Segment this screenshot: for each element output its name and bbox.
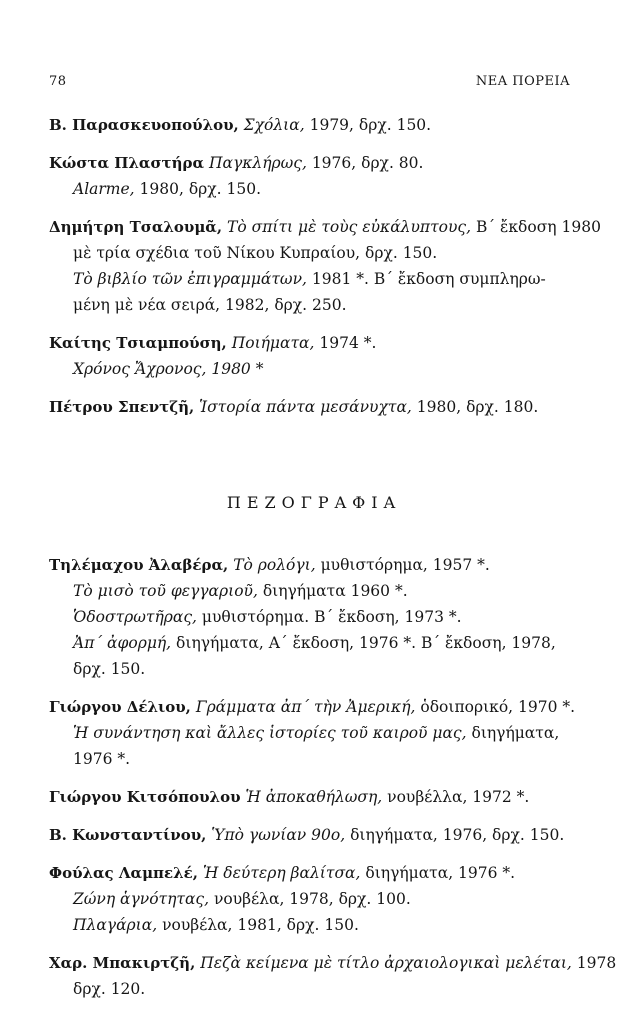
- work-details: Β΄ ἔκδοση 1980: [475, 218, 601, 236]
- entry-line: [49, 552, 579, 578]
- bibliography-entry: [49, 822, 579, 848]
- entry-line: [49, 976, 579, 1002]
- work-details: μυθιστόρημα. Β΄ ἔκδοση, 1973 *.: [201, 608, 462, 626]
- author-name: Γιώργου Δέλιου,: [49, 698, 191, 716]
- work-details: διηγήματα,: [471, 724, 560, 742]
- work-title: Ἀπ΄ ἀφορμή,: [73, 634, 172, 652]
- entry-line: [49, 112, 579, 138]
- author-name: Γιώργου Κιτσόπουλου: [49, 788, 241, 806]
- entry-line: [49, 150, 579, 176]
- author-name: Β. Παρασκευοπούλου,: [49, 116, 239, 134]
- work-details: νουβέλα, 1981, δρχ. 150.: [162, 916, 359, 934]
- entry-line: [49, 356, 579, 382]
- entry-line: [49, 394, 579, 420]
- work-title: Σχόλια,: [243, 116, 305, 134]
- work-title: Πεζὰ κείμενα μὲ τίτλο ἀρχαιολογικαὶ μελέται,: [200, 954, 572, 972]
- author-name: Τηλέμαχου Ἀλαβέρα,: [49, 556, 229, 574]
- work-details: 1980, δρχ. 180.: [416, 398, 539, 416]
- entry-line: [49, 330, 579, 356]
- work-title: Ζώνη ἁγνότητας,: [73, 890, 210, 908]
- work-title: Χρόνος Ἄχρονος, 1980 *: [73, 360, 264, 378]
- entry-line: [49, 694, 579, 720]
- work-details: 1974 *.: [319, 334, 377, 352]
- work-details: μὲ τρία σχέδια τοῦ Νίκου Κυπραίου, δρχ. 150.: [73, 244, 438, 262]
- work-title: Ὁδοστρωτῆρας,: [73, 608, 197, 626]
- bibliography-entry: [49, 394, 579, 420]
- author-name: Χαρ. Μπακιρτζῆ,: [49, 954, 196, 972]
- section-heading: ΠΕΖΟΓΡΑΦΙΑ: [226, 493, 402, 512]
- author-name: Β. Κωνσταντίνου,: [49, 826, 207, 844]
- work-title: Ὑπὸ γωνίαν 90ο,: [211, 826, 346, 844]
- work-title: Ἡ δεύτερη βαλίτσα,: [202, 864, 361, 882]
- entry-line: [49, 176, 579, 202]
- entry-line: [49, 214, 601, 240]
- work-details: μένη μὲ νέα σειρά, 1982, δρχ. 250.: [73, 296, 347, 314]
- bibliography-entry: [49, 950, 617, 1002]
- entry-line: [49, 860, 579, 886]
- entry-line: [49, 886, 579, 912]
- entry-line: [49, 240, 579, 266]
- bibliography-entry: [49, 694, 579, 772]
- work-details: διηγήματα, Α΄ ἔκδοση, 1976 *. Β΄ ἔκδοση, 1978,: [176, 634, 556, 652]
- work-title: Παγκλήρως,: [208, 154, 307, 172]
- bibliography-entry: [49, 784, 579, 810]
- work-details: δρχ. 120.: [73, 980, 146, 998]
- work-details: ὁδοιπορικό, 1970 *.: [420, 698, 576, 716]
- entry-line: [49, 604, 579, 630]
- work-title: Τὸ ρολόγι,: [233, 556, 316, 574]
- bibliography-entry: [49, 150, 579, 202]
- page-header: [49, 74, 570, 94]
- author-name: Κώστα Πλαστήρα: [49, 154, 205, 172]
- work-title: Ποιήματα,: [231, 334, 315, 352]
- bibliography-entry: [49, 552, 579, 682]
- work-details: 1981 *. Β΄ ἔκδοση συμπληρω-: [311, 270, 546, 288]
- work-title: Ἡ συνάντηση καὶ ἄλλες ἱστορίες τοῦ καιροῦ μας,: [73, 724, 467, 742]
- work-title: Ἡ ἀποκαθήλωση,: [245, 788, 383, 806]
- entry-line: [49, 656, 579, 682]
- prose-list: [49, 552, 617, 1002]
- entry-line: [49, 912, 579, 938]
- entry-line: [49, 746, 579, 772]
- work-details: 1980, δρχ. 150.: [139, 180, 262, 198]
- work-title: Γράμματα ἀπ΄ τὴν Ἀμερική,: [195, 698, 416, 716]
- work-title: Τὸ σπίτι μὲ τοὺς εὐκάλυπτους,: [227, 218, 472, 236]
- bibliography-entry: [49, 860, 579, 938]
- work-title: Τὸ βιβλίο τῶν ἐπιγραμμάτων,: [73, 270, 307, 288]
- work-details: διηγήματα, 1976, δρχ. 150.: [350, 826, 565, 844]
- work-details: διηγήματα, 1976 *.: [365, 864, 516, 882]
- bibliography-entry: [49, 112, 579, 138]
- entry-line: [49, 950, 617, 976]
- work-details: νουβέλλα, 1972 *.: [387, 788, 530, 806]
- bibliography-entry: [49, 214, 601, 318]
- work-details: 1979, δρχ. 150.: [309, 116, 432, 134]
- author-name: Πέτρου Σπεντζῆ,: [49, 398, 195, 416]
- work-title: Τὸ μισὸ τοῦ φεγγαριοῦ,: [73, 582, 258, 600]
- work-title: Πλαγάρια,: [73, 916, 158, 934]
- author-name: Δημήτρη Τσαλουμᾶ,: [49, 218, 223, 236]
- work-details: μυθιστόρημα, 1957 *.: [320, 556, 490, 574]
- entry-line: [49, 578, 579, 604]
- work-details: νουβέλα, 1978, δρχ. 100.: [213, 890, 411, 908]
- work-details: δρχ. 150.: [73, 660, 146, 678]
- running-title: ΝΕΑ ΠΟΡΕΙΑ: [475, 74, 570, 89]
- work-details: 1978: [576, 954, 617, 972]
- poetry-list: [49, 112, 601, 420]
- work-title: Alarme,: [73, 180, 135, 198]
- author-name: Φούλας Λαμπελέ,: [49, 864, 199, 882]
- work-details: διηγήματα 1960 *.: [262, 582, 408, 600]
- bibliography-entry: [49, 330, 579, 382]
- page-number: 78: [49, 74, 67, 89]
- author-name: Καίτης Τσιαμπούση,: [49, 334, 227, 352]
- entry-line: [49, 822, 579, 848]
- page-content: [49, 112, 617, 1002]
- entry-line: [49, 266, 579, 292]
- entry-line: [49, 292, 579, 318]
- work-title: Ἱστορία πάντα μεσάνυχτα,: [199, 398, 412, 416]
- work-details: 1976, δρχ. 80.: [311, 154, 424, 172]
- entry-line: [49, 720, 579, 746]
- entry-line: [49, 630, 579, 656]
- entry-line: [49, 784, 579, 810]
- work-details: 1976 *.: [73, 750, 131, 768]
